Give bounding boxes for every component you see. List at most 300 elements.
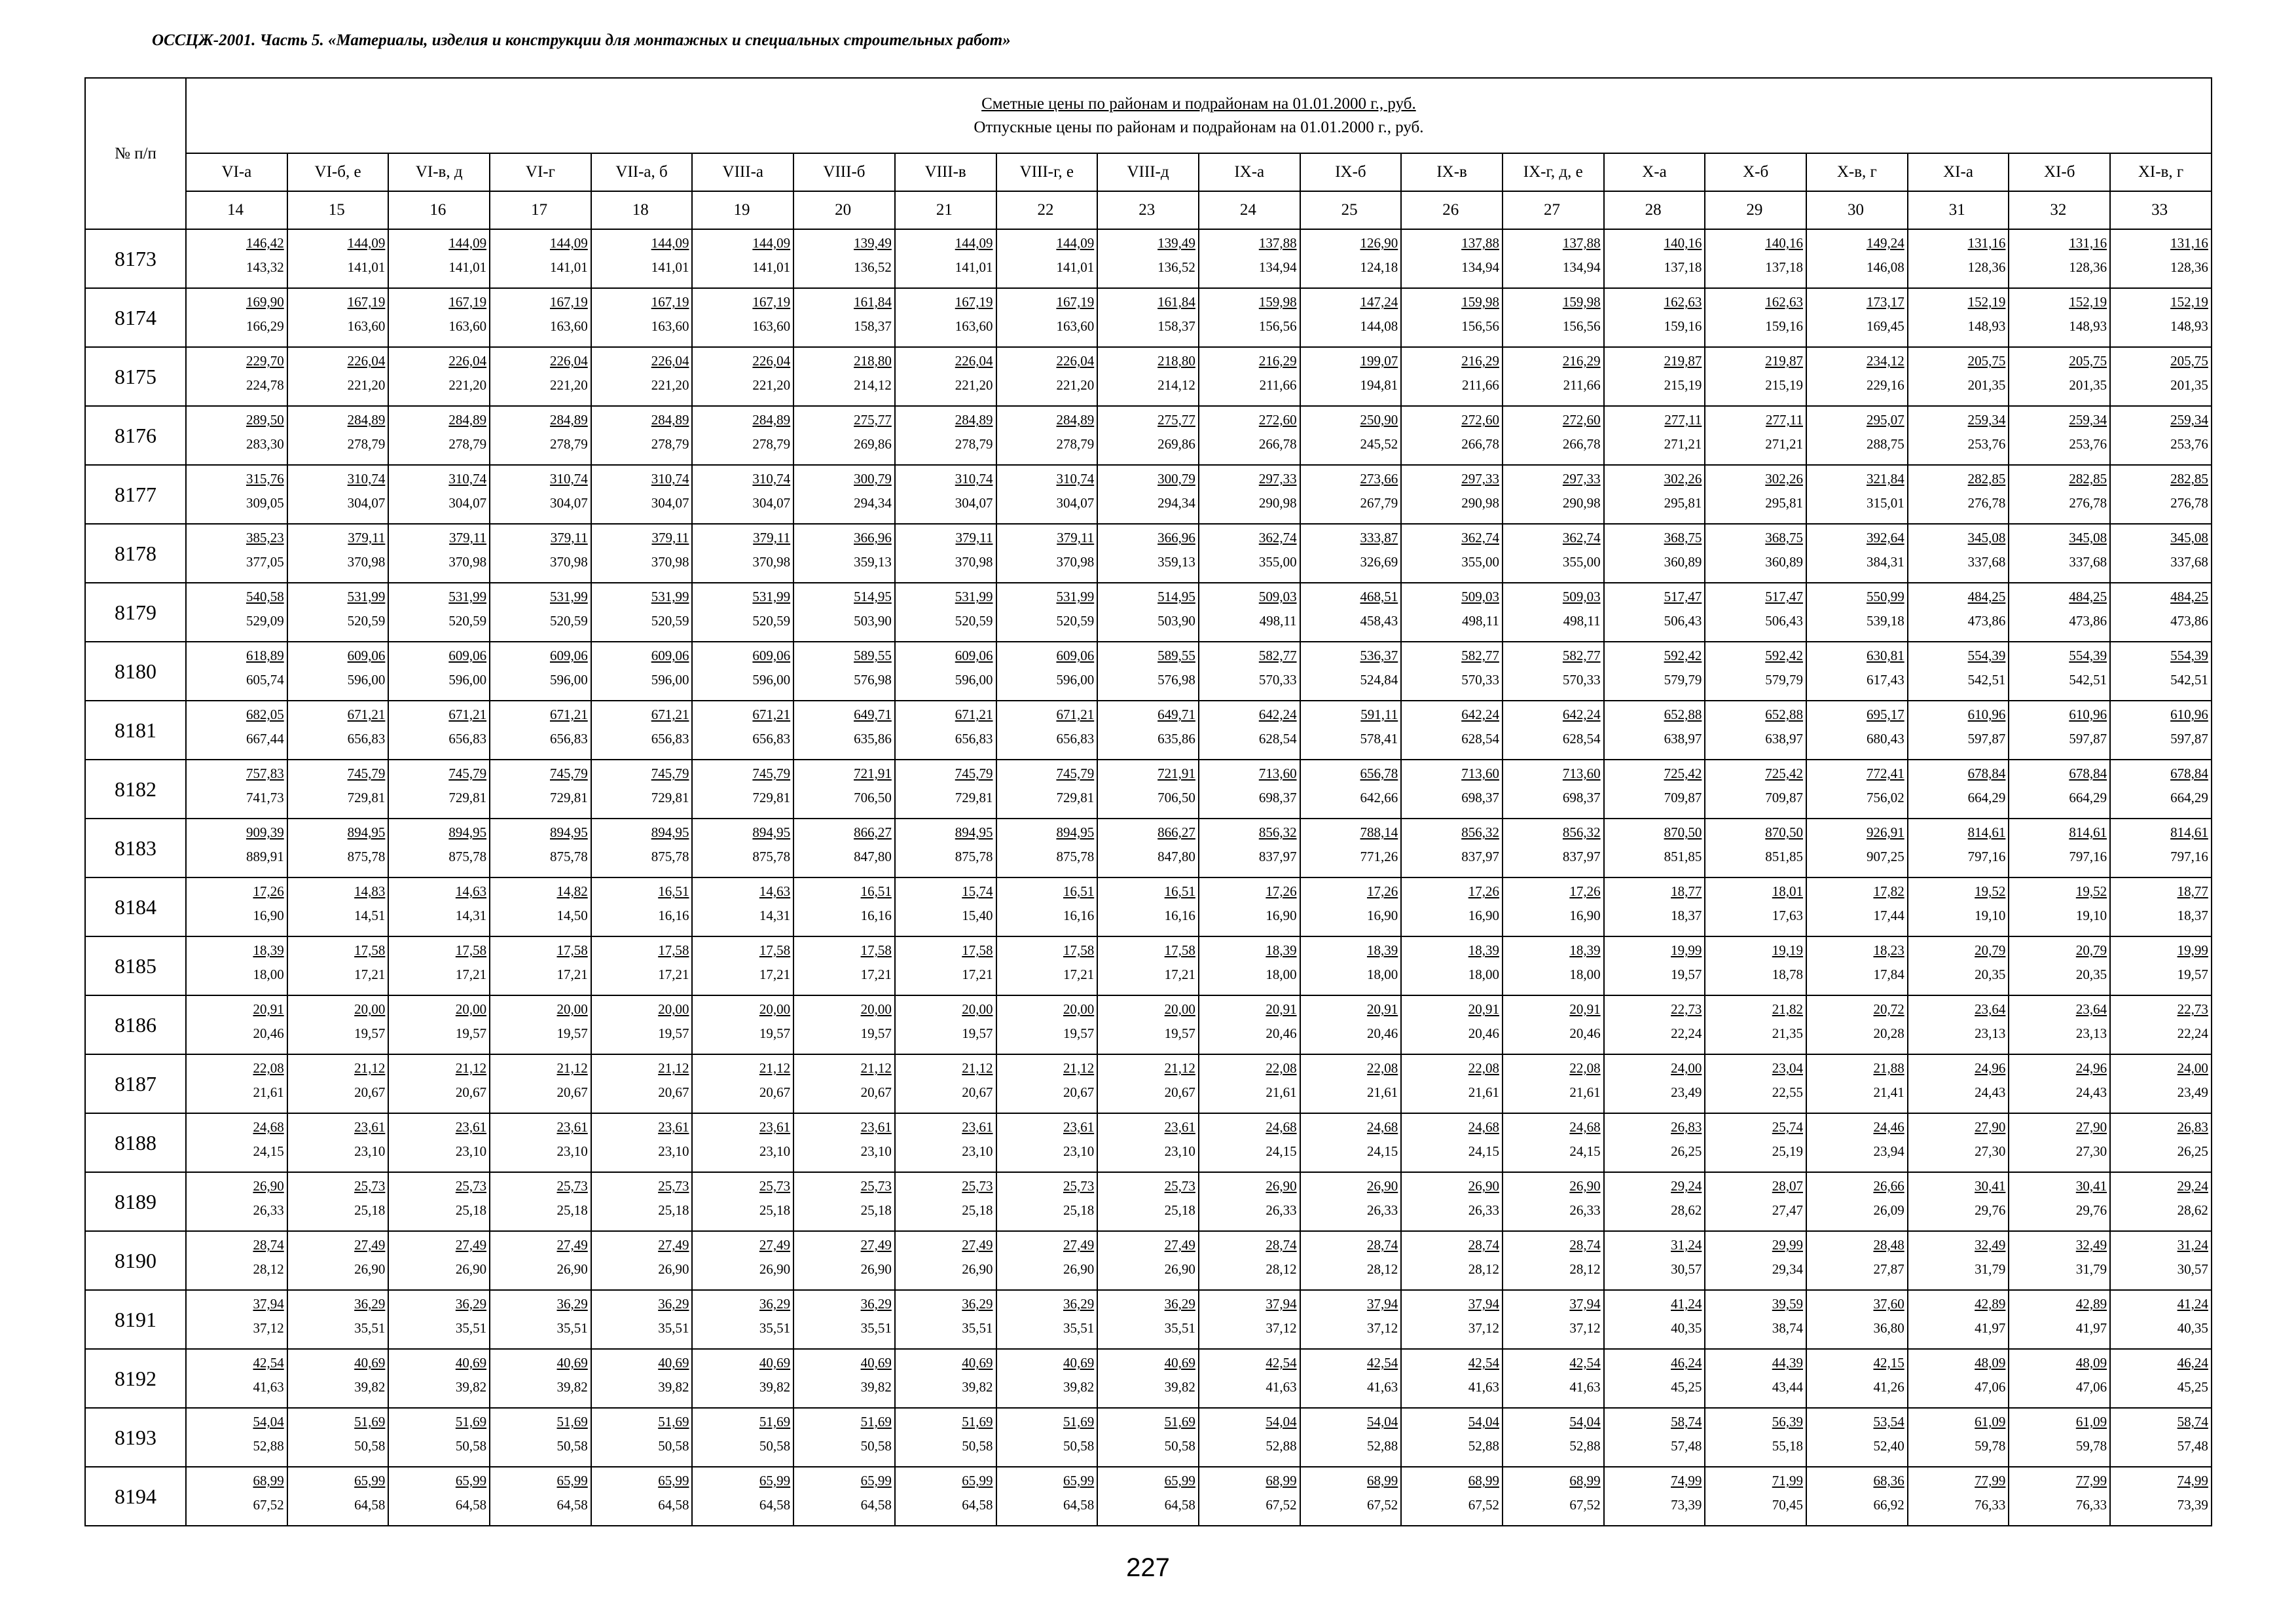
price-cell [1806, 229, 1908, 288]
release-price: 278,79 [448, 436, 487, 452]
price-cell [1806, 1172, 1908, 1231]
estimated-price: 22,73 [2177, 1001, 2208, 1017]
release-price: 596,00 [550, 672, 588, 688]
release-price: 355,00 [1562, 554, 1601, 570]
release-price: 67,52 [1569, 1497, 1601, 1513]
price-cell [490, 995, 591, 1054]
estimated-price: 37,94 [1367, 1296, 1398, 1312]
estimated-price: 300,79 [1157, 471, 1195, 487]
release-price: 14,50 [556, 908, 588, 923]
price-cell [895, 288, 996, 347]
region-header: VII-а, б [591, 153, 693, 191]
estimated-price: 23,61 [1063, 1119, 1095, 1135]
table-row [85, 1231, 2212, 1290]
release-price: 295,81 [1664, 495, 1702, 511]
table-row [85, 1113, 2212, 1172]
release-price: 384,31 [1866, 554, 1904, 570]
estimated-price: 216,29 [1562, 353, 1601, 369]
release-price: 41,97 [1975, 1320, 2006, 1336]
estimated-price: 24,68 [1367, 1119, 1398, 1135]
price-cell [1908, 347, 2009, 406]
price-cell [1401, 1113, 1503, 1172]
release-price: 656,83 [651, 731, 689, 747]
price-cell [1503, 642, 1604, 701]
price-cell [490, 1349, 591, 1408]
price-cell [490, 1172, 591, 1231]
table-row [85, 642, 2212, 701]
estimated-price: 23,64 [1975, 1001, 2006, 1017]
release-price: 656,83 [752, 731, 791, 747]
row-id: 8184 [85, 877, 186, 936]
estimated-price: 51,69 [354, 1414, 386, 1430]
release-price: 20,35 [2075, 967, 2107, 982]
price-cell [1908, 229, 2009, 288]
estimated-price: 24,00 [2177, 1060, 2208, 1076]
release-price: 473,86 [2069, 613, 2107, 629]
price-cell [1097, 406, 1199, 465]
estimated-price: 61,09 [1975, 1414, 2006, 1430]
estimated-price: 26,90 [1266, 1178, 1297, 1194]
estimated-price: 772,41 [1866, 766, 1904, 781]
estimated-price: 20,00 [1063, 1001, 1095, 1017]
price-cell [692, 524, 793, 583]
price-cell [1705, 995, 1806, 1054]
release-price: 40,35 [2177, 1320, 2208, 1336]
estimated-price: 310,74 [550, 471, 588, 487]
estimated-price: 218,80 [854, 353, 892, 369]
estimated-price: 284,89 [1056, 412, 1095, 428]
estimated-price: 162,63 [1765, 294, 1803, 310]
release-price: 64,58 [962, 1497, 993, 1513]
price-cell [793, 1231, 895, 1290]
estimated-price: 610,96 [1967, 707, 2006, 722]
release-price: 20,46 [1266, 1025, 1297, 1041]
estimated-price: 234,12 [1866, 353, 1904, 369]
release-price: 39,82 [354, 1379, 386, 1395]
price-cell [1604, 936, 1705, 995]
release-price: 39,82 [1063, 1379, 1095, 1395]
release-price: 148,93 [2069, 318, 2107, 334]
price-cell [490, 288, 591, 347]
release-price: 542,51 [2069, 672, 2107, 688]
row-id: 8176 [85, 406, 186, 465]
estimated-price: 24,68 [1468, 1119, 1499, 1135]
estimated-price: 310,74 [347, 471, 386, 487]
table-row [85, 229, 2212, 288]
estimated-price: 21,12 [1063, 1060, 1095, 1076]
estimated-price: 167,19 [448, 294, 487, 310]
estimated-price: 144,09 [651, 235, 689, 251]
estimated-price: 36,29 [556, 1296, 588, 1312]
release-price: 134,94 [1562, 259, 1601, 275]
price-cell [692, 1054, 793, 1113]
release-price: 24,43 [1975, 1084, 2006, 1100]
release-price: 67,52 [253, 1497, 284, 1513]
price-cell [1806, 1231, 1908, 1290]
price-cell [287, 583, 389, 642]
price-cell [692, 1467, 793, 1526]
estimated-price: 282,85 [2170, 471, 2208, 487]
release-price: 39,82 [962, 1379, 993, 1395]
price-cell [1097, 1054, 1199, 1113]
release-price: 283,30 [246, 436, 284, 452]
price-cell [996, 936, 1098, 995]
estimated-price: 131,16 [2069, 235, 2107, 251]
estimated-price: 42,89 [2075, 1296, 2107, 1312]
release-price: 337,68 [2069, 554, 2107, 570]
release-price: 295,81 [1765, 495, 1803, 511]
price-cell [388, 1113, 490, 1172]
estimated-price: 54,04 [1266, 1414, 1297, 1430]
estimated-price: 65,99 [556, 1473, 588, 1488]
price-cell [186, 1349, 287, 1408]
estimated-price: 678,84 [2170, 766, 2208, 781]
row-id: 8192 [85, 1349, 186, 1408]
price-cell [793, 347, 895, 406]
estimated-price: 152,19 [1967, 294, 2006, 310]
estimated-price: 333,87 [1360, 530, 1398, 545]
estimated-price: 618,89 [246, 648, 284, 663]
release-price: 52,40 [1873, 1438, 1904, 1454]
release-price: 159,16 [1664, 318, 1702, 334]
price-cell [388, 1231, 490, 1290]
price-cell [2110, 642, 2212, 701]
column-number: 14 [186, 191, 287, 229]
release-price: 498,11 [1563, 613, 1601, 629]
price-cell [186, 1290, 287, 1349]
price-cell [591, 877, 693, 936]
estimated-price: 284,89 [752, 412, 791, 428]
estimated-price: 140,16 [1765, 235, 1803, 251]
release-price: 355,00 [1461, 554, 1499, 570]
price-cell [591, 701, 693, 760]
release-price: 875,78 [347, 849, 386, 864]
release-price: 64,58 [455, 1497, 487, 1513]
estimated-price: 139,49 [1157, 235, 1195, 251]
estimated-price: 14,63 [759, 883, 791, 899]
release-price: 19,57 [354, 1025, 386, 1041]
estimated-price: 713,60 [1258, 766, 1297, 781]
release-price: 40,35 [1671, 1320, 1702, 1336]
release-price: 41,97 [2075, 1320, 2107, 1336]
estimated-price: 19,99 [1671, 942, 1702, 958]
price-cell [1705, 1231, 1806, 1290]
estimated-price: 68,99 [253, 1473, 284, 1488]
release-price: 26,90 [455, 1261, 487, 1277]
estimated-price: 20,00 [962, 1001, 993, 1017]
release-price: 134,94 [1461, 259, 1499, 275]
release-price: 19,57 [860, 1025, 892, 1041]
price-cell [186, 1172, 287, 1231]
price-cell [1806, 465, 1908, 524]
price-cell [1401, 760, 1503, 819]
release-price: 253,76 [1967, 436, 2006, 452]
release-price: 166,29 [246, 318, 284, 334]
estimated-price: 51,69 [1063, 1414, 1095, 1430]
release-price: 851,85 [1664, 849, 1702, 864]
estimated-price: 345,08 [2069, 530, 2107, 545]
price-cell [2110, 1113, 2212, 1172]
estimated-price: 20,91 [253, 1001, 284, 1017]
estimated-price: 226,04 [955, 353, 993, 369]
estimated-price: 26,90 [1569, 1178, 1601, 1194]
estimated-price: 68,99 [1569, 1473, 1601, 1488]
price-cell [895, 701, 996, 760]
release-price: 253,76 [2170, 436, 2208, 452]
estimated-price: 159,98 [1461, 294, 1499, 310]
table-row [85, 465, 2212, 524]
release-price: 797,16 [2069, 849, 2107, 864]
estimated-price: 24,96 [1975, 1060, 2006, 1076]
price-cell [1503, 1054, 1604, 1113]
table-row [85, 1172, 2212, 1231]
release-price: 377,05 [246, 554, 284, 570]
estimated-price: 18,39 [253, 942, 284, 958]
release-price: 16,90 [1468, 908, 1499, 923]
release-price: 253,76 [2069, 436, 2107, 452]
price-cell [895, 936, 996, 995]
estimated-price: 297,33 [1562, 471, 1601, 487]
price-cell [1401, 701, 1503, 760]
estimated-price: 652,88 [1765, 707, 1803, 722]
estimated-price: 51,69 [860, 1414, 892, 1430]
price-cell [1705, 347, 1806, 406]
release-price: 39,82 [658, 1379, 689, 1395]
price-cell [186, 936, 287, 995]
estimated-price: 725,42 [1664, 766, 1702, 781]
price-cell [1604, 701, 1705, 760]
estimated-price: 814,61 [2069, 824, 2107, 840]
release-price: 698,37 [1258, 790, 1297, 805]
release-price: 156,56 [1562, 318, 1601, 334]
price-cell [895, 877, 996, 936]
page-number: 227 [1126, 1553, 1170, 1582]
price-cell [1908, 1467, 2009, 1526]
price-cell [692, 877, 793, 936]
price-cell [895, 1349, 996, 1408]
price-cell [2009, 1231, 2110, 1290]
estimated-price: 284,89 [955, 412, 993, 428]
estimated-price: 310,74 [955, 471, 993, 487]
column-number: 32 [2009, 191, 2110, 229]
release-price: 628,54 [1562, 731, 1601, 747]
release-price: 158,37 [1157, 318, 1195, 334]
estimated-price: 310,74 [752, 471, 791, 487]
table-row [85, 524, 2212, 583]
release-price: 26,33 [1569, 1202, 1601, 1218]
release-price: 729,81 [347, 790, 386, 805]
column-number: 28 [1604, 191, 1705, 229]
estimated-price: 379,11 [550, 530, 588, 545]
release-price: 596,00 [651, 672, 689, 688]
release-price: 19,57 [1164, 1025, 1195, 1041]
price-cell [1097, 524, 1199, 583]
release-price: 664,29 [2170, 790, 2208, 805]
release-price: 156,56 [1258, 318, 1297, 334]
estimated-price: 58,74 [2177, 1414, 2208, 1430]
price-cell [1908, 524, 2009, 583]
release-price: 628,54 [1258, 731, 1297, 747]
release-price: 50,58 [354, 1438, 386, 1454]
release-price: 221,20 [448, 377, 487, 393]
price-cell [1604, 1467, 1705, 1526]
estimated-price: 682,05 [246, 707, 284, 722]
estimated-price: 159,98 [1258, 294, 1297, 310]
release-price: 23,10 [860, 1143, 892, 1159]
estimated-price: 18,23 [1873, 942, 1904, 958]
estimated-price: 866,27 [1157, 824, 1195, 840]
price-cell [1097, 995, 1199, 1054]
release-price: 597,87 [2069, 731, 2107, 747]
release-price: 520,59 [347, 613, 386, 629]
price-cell [1300, 1172, 1402, 1231]
price-cell [186, 347, 287, 406]
estimated-price: 37,94 [1569, 1296, 1601, 1312]
release-price: 15,40 [962, 908, 993, 923]
price-cell [2110, 1231, 2212, 1290]
release-price: 137,18 [1765, 259, 1803, 275]
estimated-price: 610,96 [2069, 707, 2107, 722]
release-price: 35,51 [354, 1320, 386, 1336]
estimated-price: 721,91 [854, 766, 892, 781]
price-cell [996, 1113, 1098, 1172]
release-price: 19,10 [2075, 908, 2107, 923]
estimated-price: 609,06 [955, 648, 993, 663]
release-price: 18,78 [1772, 967, 1803, 982]
price-cell [1199, 819, 1300, 877]
price-cell [692, 1408, 793, 1467]
estimated-price: 671,21 [550, 707, 588, 722]
price-cell [1300, 524, 1402, 583]
estimated-price: 40,69 [1063, 1355, 1095, 1371]
release-price: 169,45 [1866, 318, 1904, 334]
release-price: 39,82 [556, 1379, 588, 1395]
price-cell [996, 406, 1098, 465]
table-row [85, 1054, 2212, 1113]
release-price: 17,21 [860, 967, 892, 982]
estimated-price: 25,73 [354, 1178, 386, 1194]
price-cell [1806, 936, 1908, 995]
release-price: 28,62 [1671, 1202, 1702, 1218]
price-cell [1300, 1349, 1402, 1408]
release-price: 215,19 [1765, 377, 1803, 393]
estimated-price: 259,34 [1967, 412, 2006, 428]
estimated-price: 484,25 [2069, 589, 2107, 604]
release-price: 520,59 [752, 613, 791, 629]
estimated-price: 44,39 [1772, 1355, 1803, 1371]
estimated-price: 745,79 [448, 766, 487, 781]
estimated-price: 23,61 [759, 1119, 791, 1135]
column-number: 16 [388, 191, 490, 229]
price-cell [1806, 583, 1908, 642]
estimated-price: 21,82 [1772, 1001, 1803, 1017]
price-cell [1908, 1349, 2009, 1408]
release-price: 542,51 [1967, 672, 2006, 688]
estimated-price: 25,73 [860, 1178, 892, 1194]
row-id: 8173 [85, 229, 186, 288]
release-price: 266,78 [1562, 436, 1601, 452]
price-cell [1199, 936, 1300, 995]
price-cell [186, 877, 287, 936]
estimated-price: 68,99 [1367, 1473, 1398, 1488]
price-cell [895, 1054, 996, 1113]
price-description-header [186, 78, 2212, 153]
estimated-price: 259,34 [2170, 412, 2208, 428]
price-cell [793, 936, 895, 995]
release-price: 638,97 [1664, 731, 1702, 747]
estimated-price: 745,79 [347, 766, 386, 781]
row-id: 8190 [85, 1231, 186, 1290]
price-cell [895, 1408, 996, 1467]
release-price: 520,59 [448, 613, 487, 629]
release-price: 520,59 [955, 613, 993, 629]
estimated-price: 54,04 [253, 1414, 284, 1430]
release-price: 64,58 [860, 1497, 892, 1513]
release-price: 163,60 [347, 318, 386, 334]
price-cell [1097, 760, 1199, 819]
estimated-price: 29,24 [2177, 1178, 2208, 1194]
estimated-price: 284,89 [347, 412, 386, 428]
price-cell [591, 1231, 693, 1290]
release-price: 144,08 [1360, 318, 1398, 334]
price-cell [1705, 701, 1806, 760]
estimated-price: 866,27 [854, 824, 892, 840]
price-cell [1401, 347, 1503, 406]
estimated-price: 550,99 [1866, 589, 1904, 604]
price-cell [793, 524, 895, 583]
price-cell [1199, 701, 1300, 760]
estimated-price: 169,90 [246, 294, 284, 310]
estimated-price: 27,49 [658, 1237, 689, 1253]
estimated-price: 26,83 [1671, 1119, 1702, 1135]
estimated-price: 173,17 [1866, 294, 1904, 310]
estimated-price: 14,63 [455, 883, 487, 899]
estimated-price: 642,24 [1258, 707, 1297, 722]
estimated-price: 379,11 [955, 530, 993, 545]
price-cell [692, 229, 793, 288]
release-price: 278,79 [550, 436, 588, 452]
release-price: 141,01 [347, 259, 386, 275]
estimated-price: 23,04 [1772, 1060, 1803, 1076]
price-cell [996, 760, 1098, 819]
price-cell [1300, 288, 1402, 347]
release-price: 23,10 [658, 1143, 689, 1159]
price-cell [1604, 1172, 1705, 1231]
estimated-price: 894,95 [651, 824, 689, 840]
price-cell [996, 1408, 1098, 1467]
region-header: IX-г, д, е [1503, 153, 1604, 191]
price-cell [1705, 583, 1806, 642]
release-price: 64,58 [658, 1497, 689, 1513]
price-cell [591, 347, 693, 406]
price-cell [1604, 819, 1705, 877]
release-price: 229,16 [1866, 377, 1904, 393]
price-cell [2110, 1054, 2212, 1113]
estimated-price: 297,33 [1258, 471, 1297, 487]
price-cell [1604, 642, 1705, 701]
release-price: 19,57 [1671, 967, 1702, 982]
estimated-price: 302,26 [1765, 471, 1803, 487]
estimated-price: 30,41 [2075, 1178, 2107, 1194]
price-cell [591, 819, 693, 877]
estimated-price: 42,54 [1569, 1355, 1601, 1371]
release-price: 24,15 [1468, 1143, 1499, 1159]
release-price: 28,62 [2177, 1202, 2208, 1218]
estimated-price: 21,12 [658, 1060, 689, 1076]
release-price: 617,43 [1866, 672, 1904, 688]
release-price: 576,98 [854, 672, 892, 688]
release-price: 22,24 [2177, 1025, 2208, 1041]
